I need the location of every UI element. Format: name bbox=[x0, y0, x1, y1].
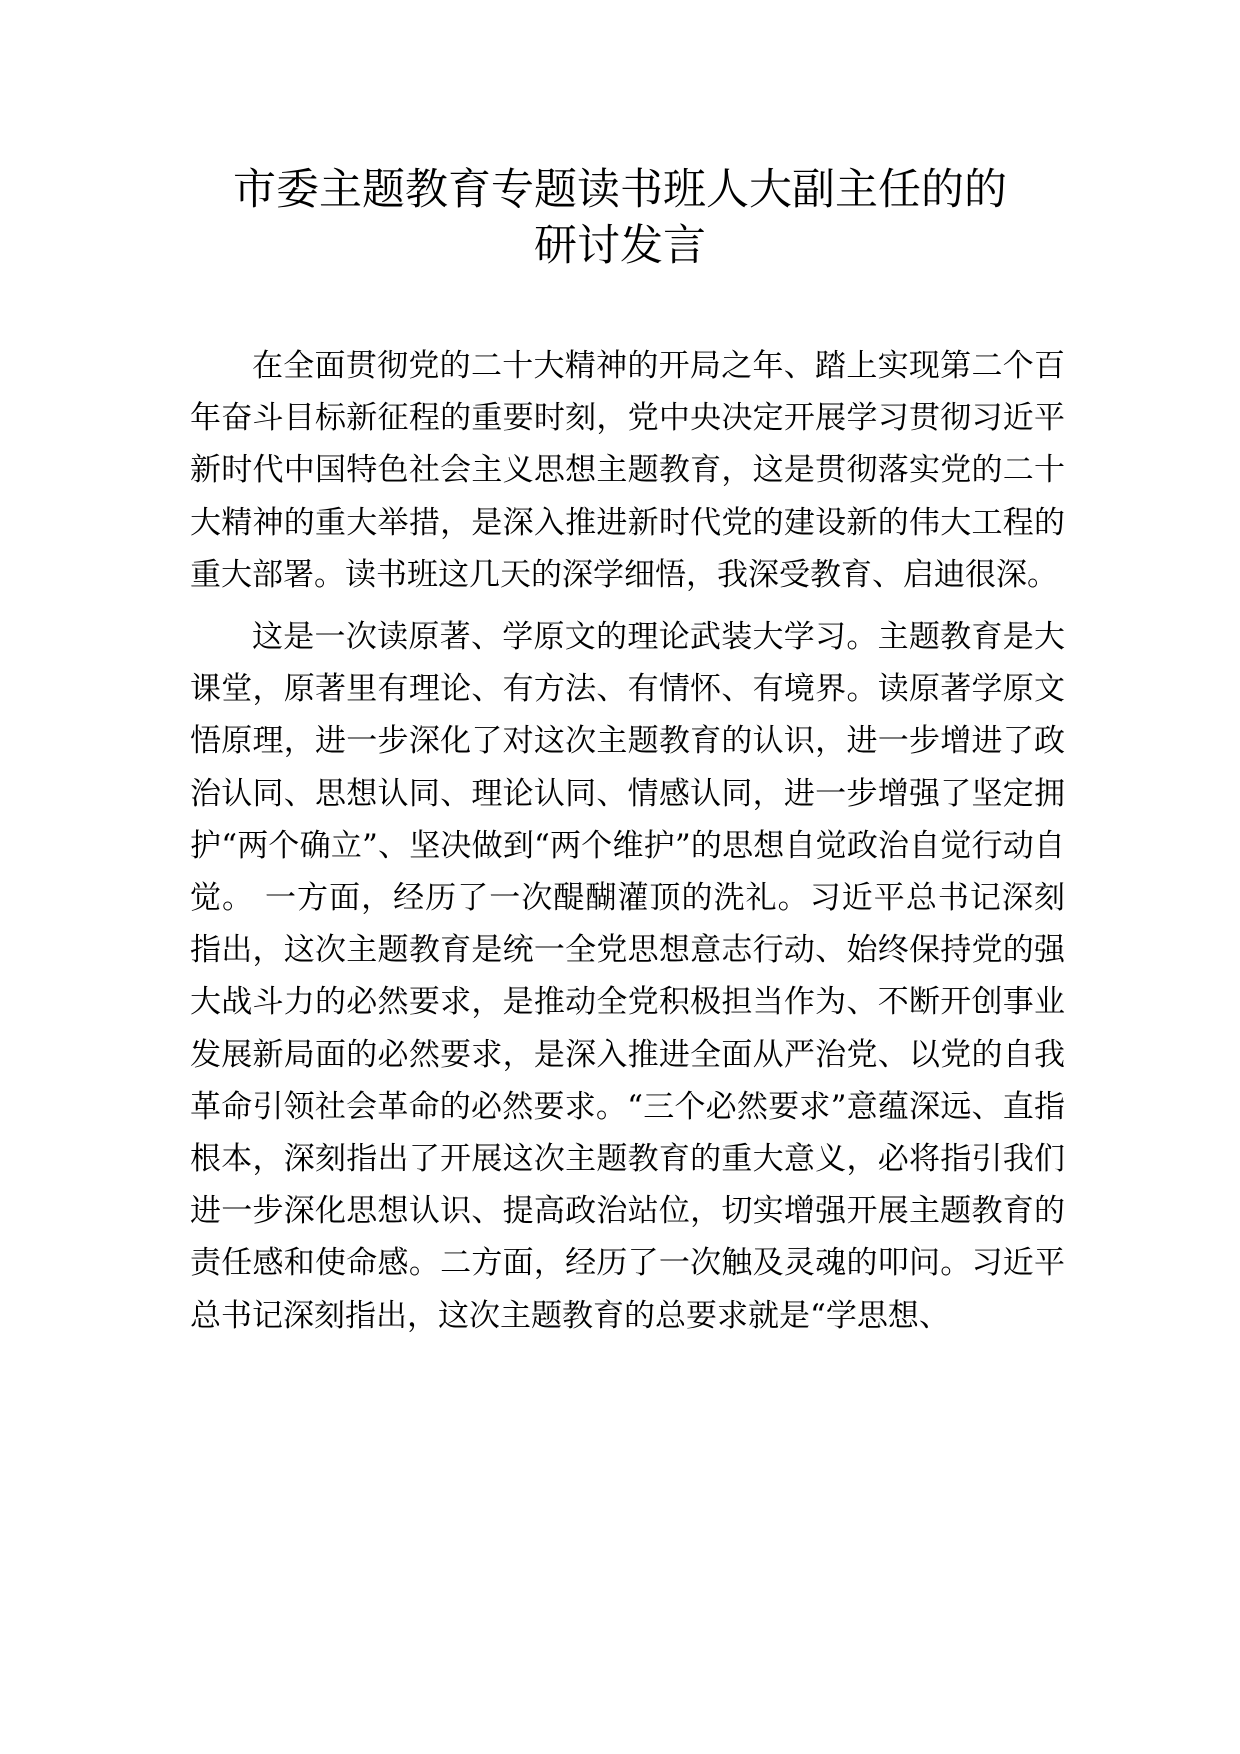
document-title bbox=[150, 162, 1090, 274]
paragraph-1: 在全面贯彻党的二十大精神的开局之年、踏上实现第二个百年奋斗目标新征程的重要时刻，党中央决定开展学习贯彻习近平新时代中国特色社会主义思想主题教育，这是贯彻落实党的二十大精神的重大举措，是深入推进新时代党的建设新的伟大工程的重大部署。读书班这几天的深学细悟，我深受教育、启迪很深。 bbox=[190, 348, 1065, 593]
title-line-1: 市委主题教育专题读书班人大副主任的的 bbox=[233, 165, 1007, 215]
document-body bbox=[190, 340, 1065, 1342]
title-line-2: 研讨发言 bbox=[534, 221, 706, 271]
paragraph-2: 这是一次读原著、学原文的理论武装大学习。主题教育是大课堂，原著里有理论、有方法、有情怀、有境界。读原著学原文悟原理，进一步深化了对这次主题教育的认识，进一步增进了政治认同、思想认同、理论认同、情感认同，进一步增强了坚定拥护“两个确立”、坚决做到“两个维护”的思想自觉政治自觉行动自觉。 一方面，经历了一次醍醐灌顶的洗礼。习近平总书记深刻指出，这次主题教育是统一全党思想意志行动、始终保持党的强大战斗力的必然要求，是推动全党积极担当作为、不断开创事业发展新局面的必然要求，是深入推进全面从严治党、以党的自我革命引领社会革命的必然要求。“三个必然要求”意蕴深远、直指根本，深刻指出了开展这次主题教育的重大意义，必将指引我们进一步深化思想认识、提高政治站位，切实增强开展主题教育的责任感和使命感。二方面，经历了一次触及灵魂的叩问。习近平总书记深刻指出，这次主题教育的总要求就是“学思想、 bbox=[190, 619, 1065, 1334]
